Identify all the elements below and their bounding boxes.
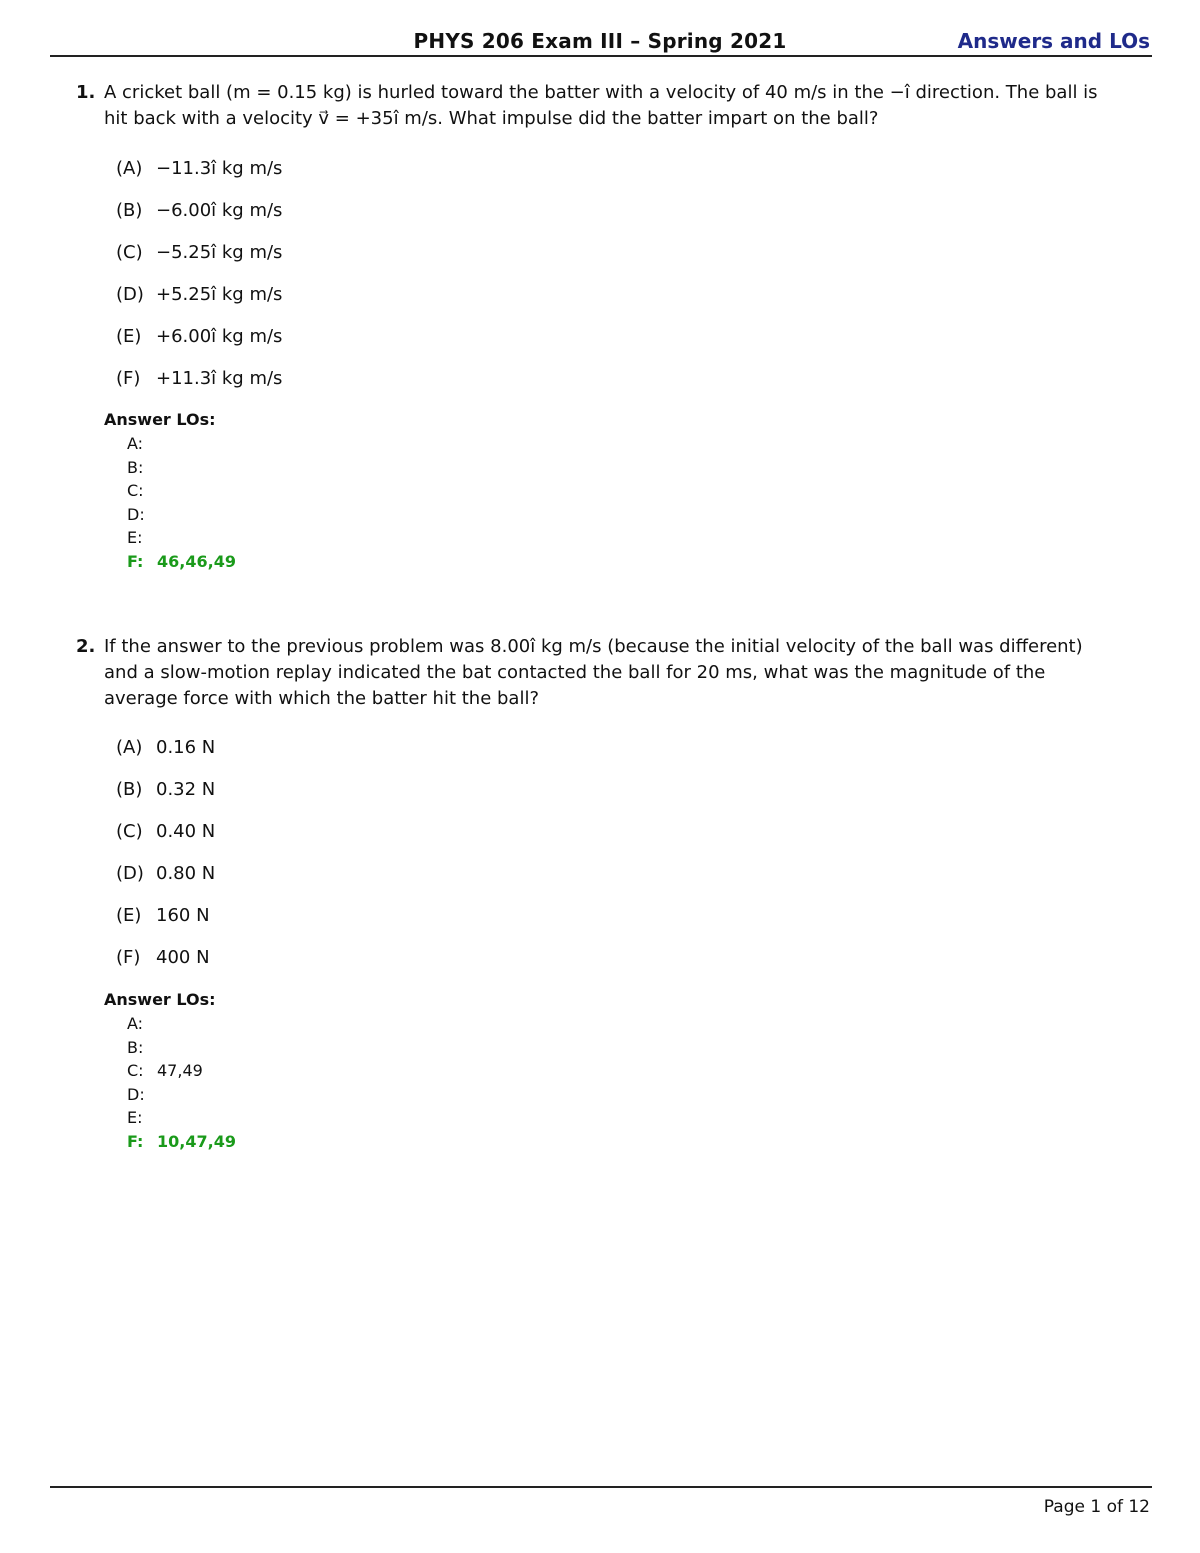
question-2 (76, 634, 1116, 712)
question-1 (76, 80, 1116, 132)
lo-row-d (127, 1083, 236, 1107)
lo-label: D: (127, 504, 145, 524)
choice-f (116, 368, 282, 410)
answer-los-title: Answer LOs: (104, 410, 216, 429)
choice-e (116, 326, 282, 368)
choice-letter: (F) (116, 947, 141, 968)
lo-label: F: (127, 551, 144, 571)
lo-label: B: (127, 1037, 144, 1057)
lo-label: A: (127, 434, 144, 453)
choice-value: 0.40 N (156, 821, 216, 842)
choice-d (116, 284, 282, 326)
question-1-choices (116, 158, 282, 410)
choice-value: −6.00î kg m/s (156, 200, 283, 221)
choice-letter: (A) (116, 737, 143, 758)
lo-row-e (127, 1106, 236, 1130)
choice-letter: (F) (116, 368, 141, 389)
lo-label: F: (127, 1131, 144, 1151)
choice-d (116, 863, 215, 905)
choice-value: +11.3î kg m/s (156, 368, 283, 389)
choice-letter: (D) (116, 284, 144, 305)
question-text: A cricket ball (m = 0.15 kg) is hurled toward the batter with a velocity of 40 m/s in the −î direction. The ball is hit back with a velocity v⃗ = +35î m/s. What impulse did the batter impart on the ball? (104, 82, 1098, 129)
lo-value: 47,49 (157, 1061, 203, 1080)
question-text: If the answer to the previous problem was 8.00î kg m/s (because the initial velocity of the ball was different) and a slow-motion replay indicated the bat contacted the ball for 20 ms, what was the magnitude of the average force with which the batter hit the ball? (104, 636, 1083, 709)
lo-label: D: (127, 1084, 145, 1104)
question-number: 1. (76, 82, 96, 103)
choice-value: −5.25î kg m/s (156, 242, 283, 263)
header-rule (50, 55, 1152, 57)
choice-value: +6.00î kg m/s (156, 326, 283, 347)
lo-label: B: (127, 457, 144, 477)
choice-c (116, 821, 215, 863)
choice-value: 400 N (156, 947, 210, 968)
choice-value: 0.80 N (156, 863, 216, 884)
lo-row-a (127, 1012, 236, 1036)
lo-row-d (127, 503, 236, 527)
choice-value: 0.16 N (156, 737, 216, 758)
choice-c (116, 242, 282, 284)
choice-b (116, 200, 282, 242)
choice-letter: (C) (116, 821, 143, 842)
lo-row-e (127, 526, 236, 550)
choice-e (116, 905, 215, 947)
choice-a (116, 158, 282, 200)
lo-row-b (127, 1036, 236, 1060)
choice-letter: (B) (116, 200, 143, 221)
choice-letter: (E) (116, 905, 142, 926)
question-2-choices (116, 737, 215, 989)
question-number: 2. (76, 636, 96, 657)
lo-label: A: (127, 1014, 144, 1033)
choice-letter: (C) (116, 242, 143, 263)
page-number: Page 1 of 12 (1043, 1497, 1150, 1517)
lo-value: 46,46,49 (157, 551, 236, 571)
footer-rule (50, 1486, 1152, 1488)
choice-letter: (E) (116, 326, 142, 347)
lo-row-c (127, 479, 236, 503)
answer-los-title: Answer LOs: (104, 990, 216, 1009)
lo-row-a (127, 432, 236, 456)
lo-label: E: (127, 1108, 143, 1127)
choice-b (116, 779, 215, 821)
choice-letter: (B) (116, 779, 143, 800)
choice-value: −11.3î kg m/s (156, 158, 283, 179)
answer-los-list (127, 1012, 236, 1153)
choice-value: +5.25î kg m/s (156, 284, 283, 305)
lo-label: C: (127, 481, 144, 500)
lo-row-f-correct (127, 550, 236, 574)
lo-row-b (127, 456, 236, 480)
lo-label: C: (127, 1061, 144, 1080)
choice-letter: (A) (116, 158, 143, 179)
choice-f (116, 947, 215, 989)
lo-row-c (127, 1059, 236, 1083)
lo-row-f-correct (127, 1130, 236, 1154)
choice-a (116, 737, 215, 779)
choice-letter: (D) (116, 863, 144, 884)
choice-value: 160 N (156, 905, 210, 926)
lo-label: E: (127, 528, 143, 547)
page-header-title: PHYS 206 Exam III – Spring 2021 (413, 29, 787, 53)
lo-value: 10,47,49 (157, 1131, 236, 1151)
choice-value: 0.32 N (156, 779, 216, 800)
page-header-answers-label: Answers and LOs (957, 29, 1150, 53)
answer-los-list (127, 432, 236, 573)
